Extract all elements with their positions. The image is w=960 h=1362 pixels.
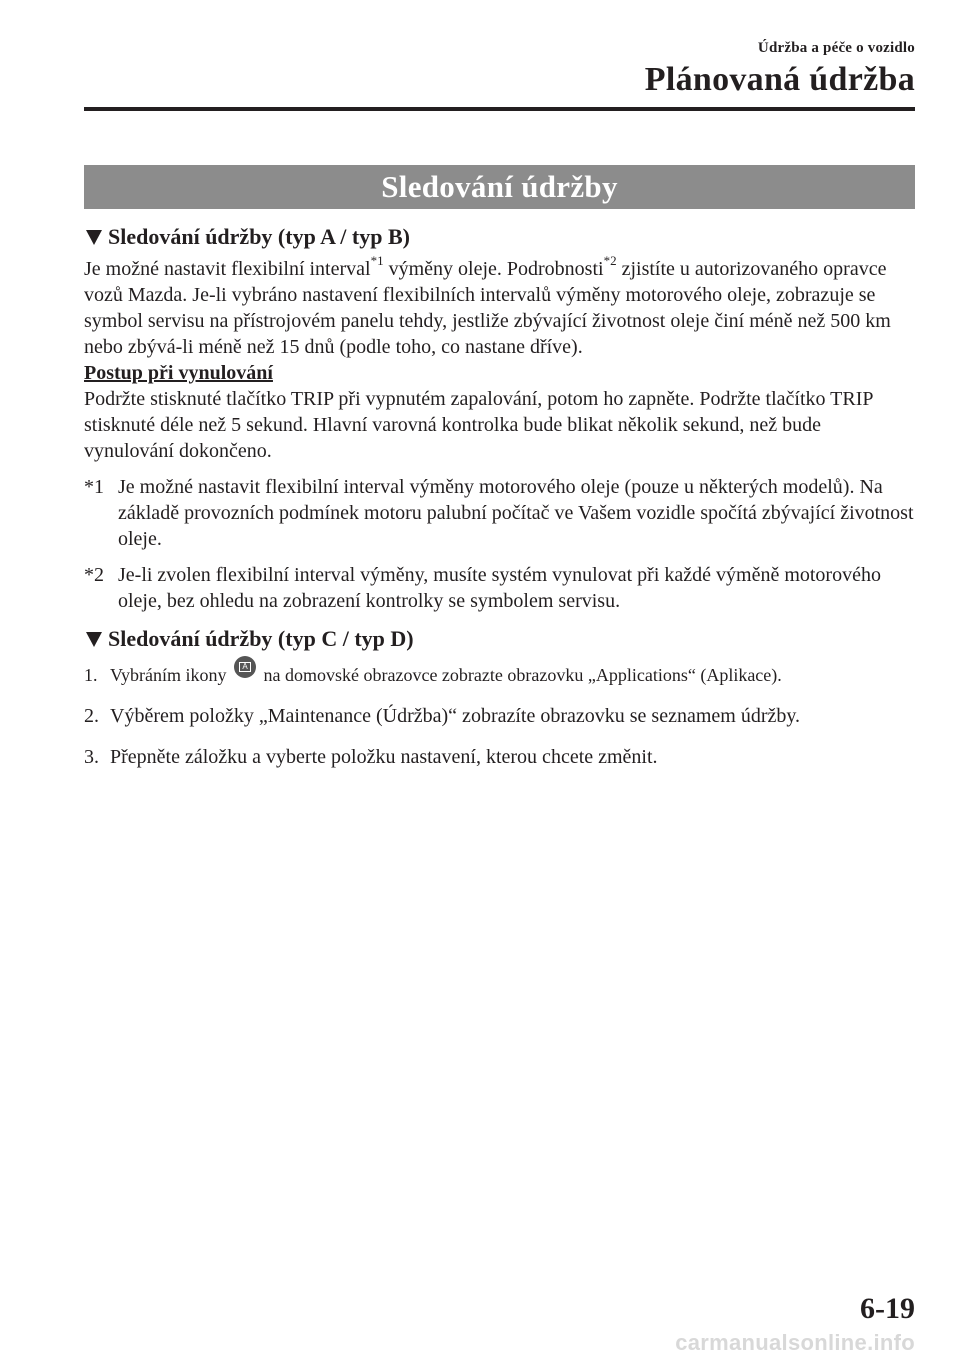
chapter-title: Údržba a péče o vozidlo bbox=[757, 40, 915, 56]
footnote-mark: *1 bbox=[84, 476, 104, 498]
step-text: Přepněte záložku a vyberte položku nastavení, kterou chcete změnit. bbox=[110, 746, 658, 768]
applications-icon-glyph: A bbox=[239, 662, 251, 672]
footnote-ref-1: *1 bbox=[370, 253, 384, 269]
intro-text-part: výměny oleje. Podrobnosti bbox=[383, 258, 604, 280]
step-number: 2. bbox=[84, 705, 99, 727]
reset-heading bbox=[84, 360, 915, 386]
reset-heading-text: Postup při vynulování bbox=[84, 362, 273, 384]
subheading-text: Sledování údržby (typ C / typ D) bbox=[108, 626, 414, 651]
step-text-part: na domovské obrazovce zobrazte obrazovku „Applications“ (Aplikace). bbox=[263, 665, 782, 685]
watermark: carmanualsonline.info bbox=[675, 1330, 915, 1355]
intro-text-part: Je možné nastavit flexibilní interval bbox=[84, 258, 371, 280]
step-text bbox=[110, 662, 915, 688]
step-text: Výběrem položky „Maintenance (Údržba)“ zobrazíte obrazovku se seznamem údržby. bbox=[110, 705, 801, 727]
subheading-type-cd bbox=[84, 624, 915, 654]
applications-icon bbox=[234, 656, 256, 678]
step-number: 3. bbox=[84, 746, 99, 768]
step-text-part: Vybráním ikony bbox=[110, 665, 227, 685]
section-title: Plánovaná údržba bbox=[644, 61, 915, 98]
intro-text-part: zjistíte u autorizovaného opravce vozů Mazda. Je-li vybráno nastavení flexibilních intervalů výměny motorového oleje, zobrazuje se symbol servisu na přístrojovém panelu tehdy, jestliže zbývající životnost oleje činí méně než 500 km nebo zbývá-li méně než 15 dnů (podle toho, co nastane dříve). bbox=[84, 258, 891, 358]
footnote-1 bbox=[84, 474, 915, 552]
subheading-text: Sledování údržby (typ A / typ B) bbox=[108, 224, 410, 249]
banner-title: Sledování údržby bbox=[381, 169, 618, 204]
footnote-mark: *2 bbox=[84, 564, 104, 586]
intro-paragraph bbox=[84, 253, 915, 360]
footnote-text: Je možné nastavit flexibilní interval výměny motorového oleje (pouze u některých modelů). Na základě provozních podmínek motoru palubní počítač ve Vašem vozidle spočítá zbývající životnost oleje. bbox=[118, 476, 914, 550]
reset-paragraph: Podržte stisknuté tlačítko TRIP při vypnutém zapalování, potom ho zapněte. Podržte tlačítko TRIP stisknuté déle než 5 sekund. Hlavní varovná kontrolka bude blikat několik sekund, než bude vynulování dokončeno. bbox=[84, 388, 873, 462]
topic-banner bbox=[84, 165, 915, 209]
steps-list bbox=[84, 662, 915, 770]
subheading-type-ab bbox=[84, 222, 915, 252]
footnote-2 bbox=[84, 562, 915, 614]
header-rule bbox=[84, 107, 915, 111]
step-item bbox=[84, 662, 915, 688]
step-item bbox=[84, 744, 915, 770]
step-number: 1. bbox=[84, 665, 98, 685]
page-number: 6-19 bbox=[860, 1292, 915, 1325]
footnote-text: Je-li zvolen flexibilní interval výměny, musíte systém vynulovat při každé výměně motorového oleje, bez ohledu na zobrazení kontrolky se symbolem servisu. bbox=[118, 564, 881, 612]
triangle-bullet-icon bbox=[86, 230, 102, 245]
triangle-bullet-icon bbox=[86, 632, 102, 647]
step-item bbox=[84, 703, 915, 729]
footnote-ref-2: *2 bbox=[603, 253, 617, 269]
running-header bbox=[645, 40, 915, 99]
page-content bbox=[84, 222, 915, 785]
